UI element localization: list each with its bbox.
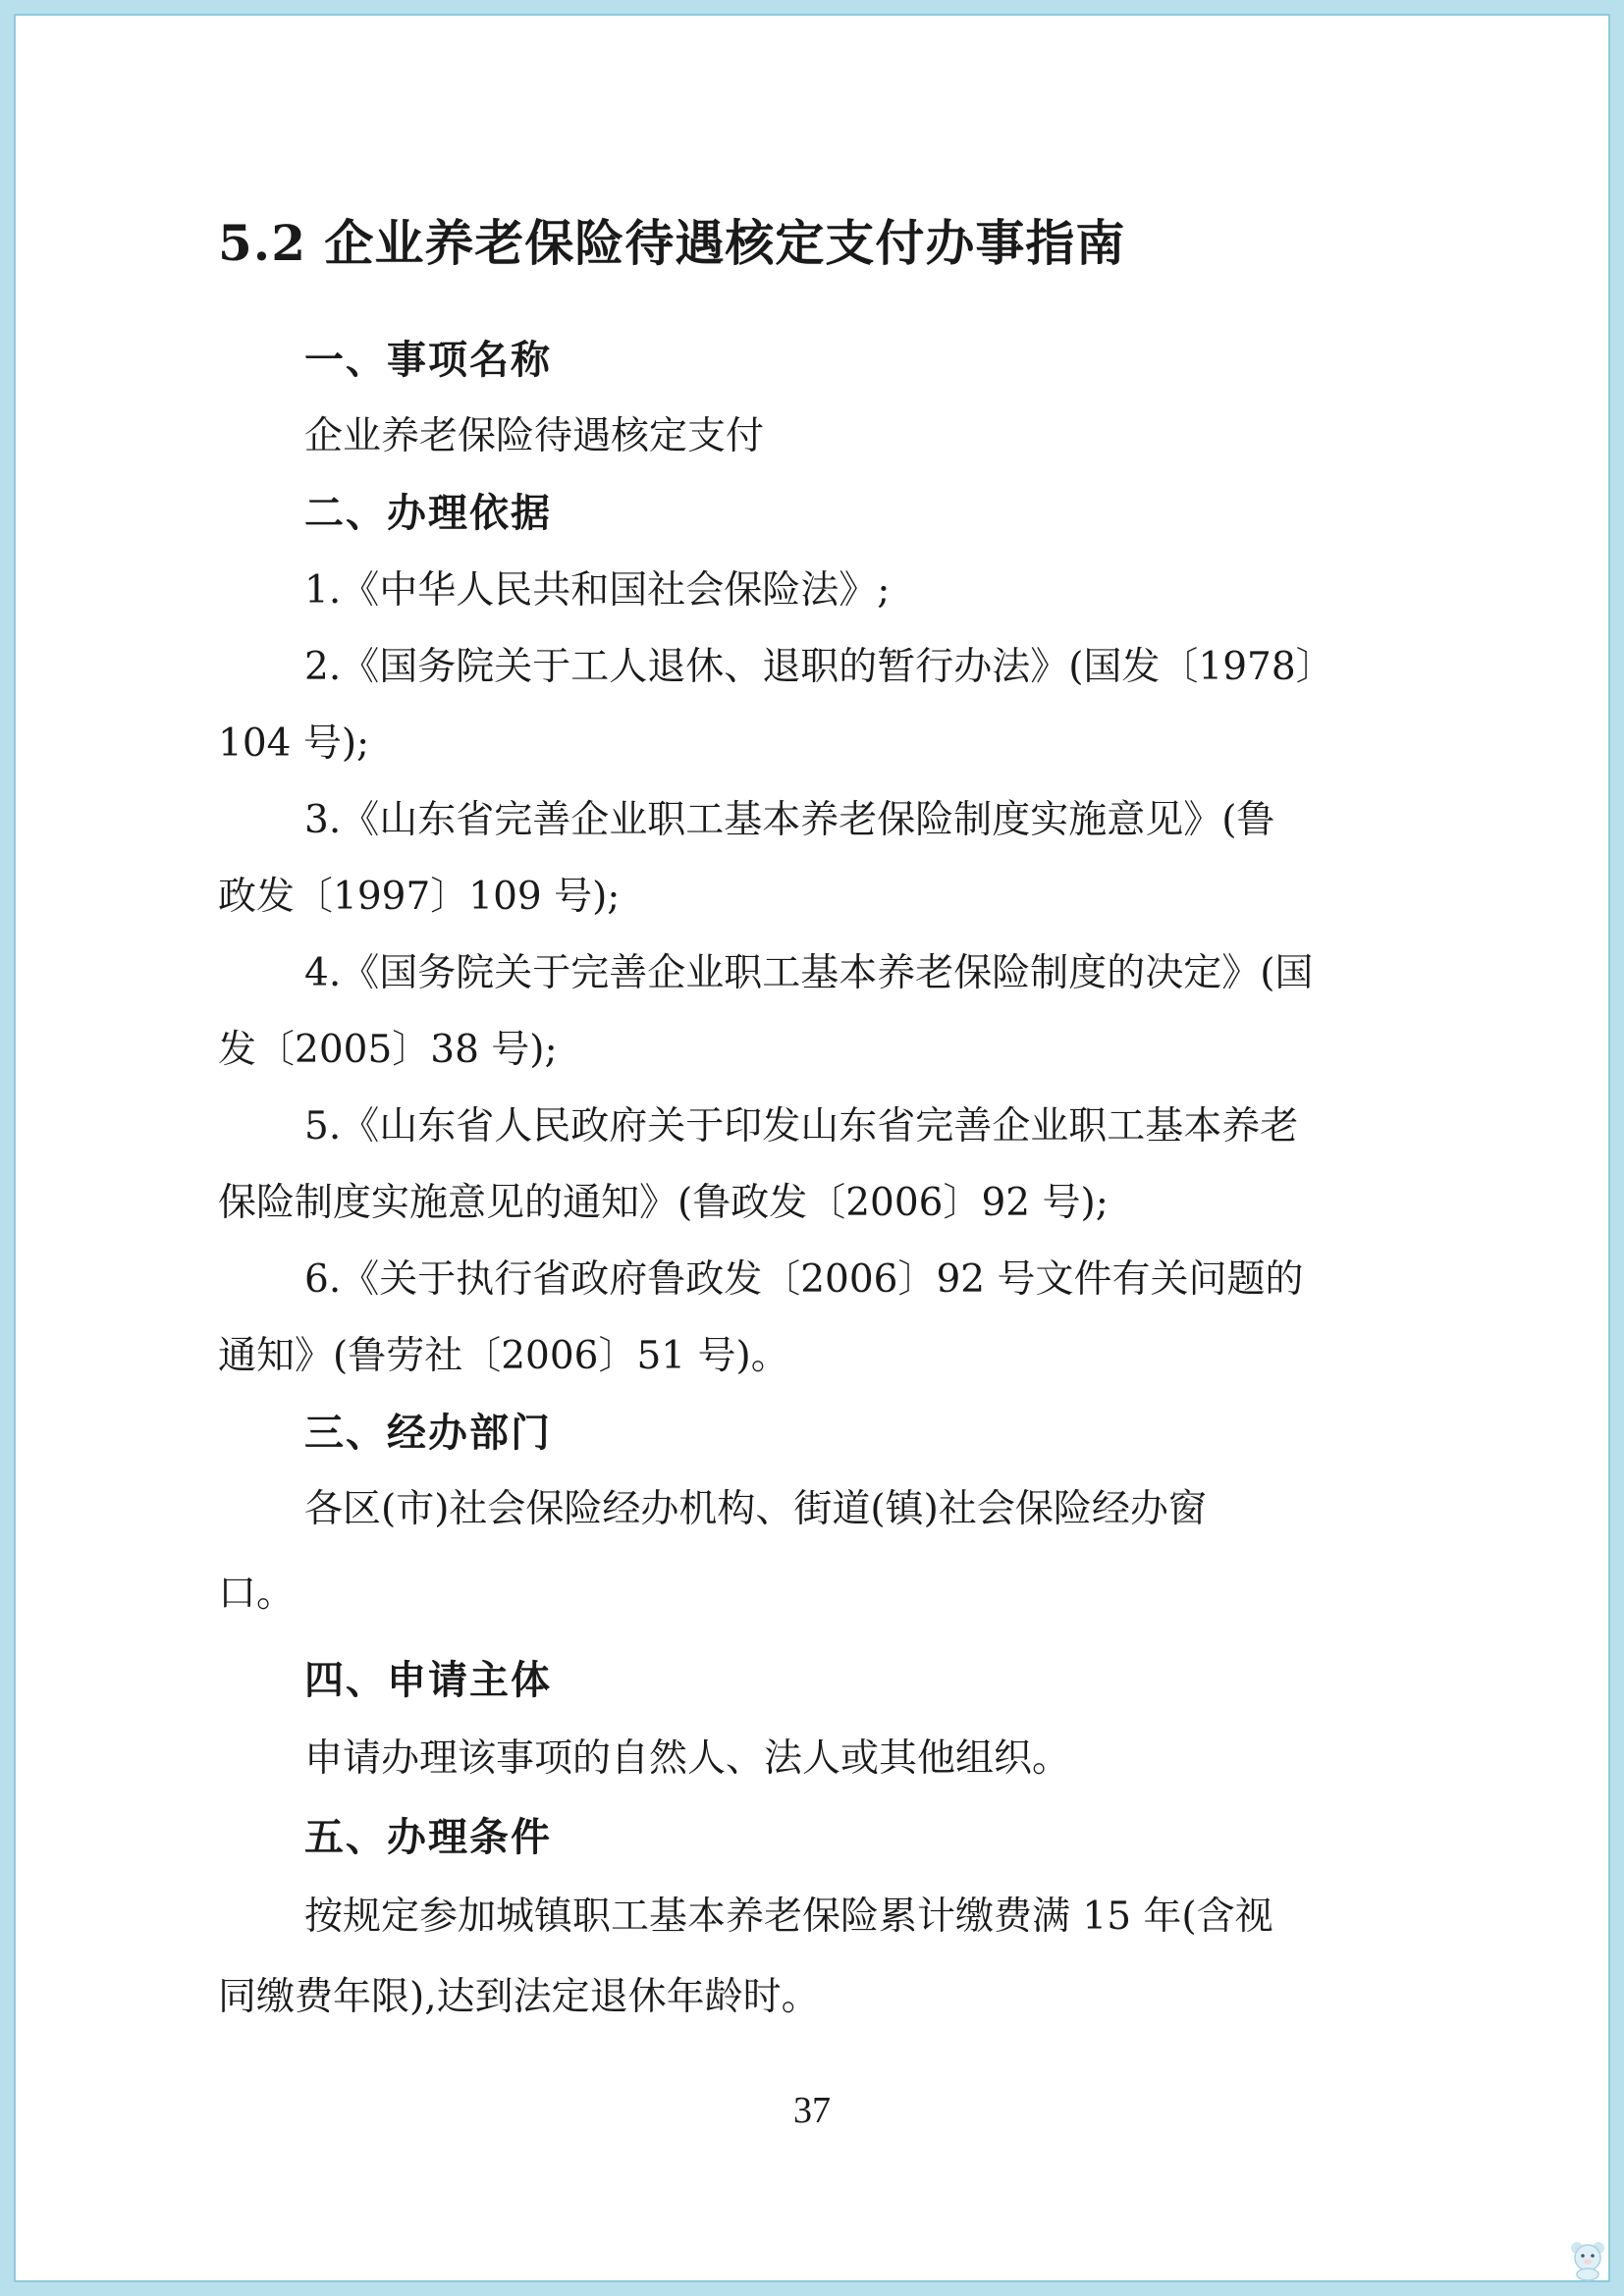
basis-line-2b: 104 号);: [218, 721, 370, 766]
department-line-a: 各区(市)社会保险经办机构、街道(镇)社会保险经办窗: [304, 1487, 1207, 1531]
section-title-conditions: 五、办理条件: [304, 1815, 552, 1860]
condition-line-b: 同缴费年限),达到法定退休年龄时。: [218, 1975, 820, 2019]
basis-line-1: 1.《中华人民共和国社会保险法》;: [304, 568, 891, 613]
applicant-text: 申请办理该事项的自然人、法人或其他组织。: [304, 1736, 1071, 1781]
basis-line-5a: 5.《山东省人民政府关于印发山东省完善企业职工基本养老: [304, 1104, 1299, 1148]
basis-line-4b: 发〔2005〕38 号);: [218, 1028, 558, 1072]
basis-line-6b: 通知》(鲁劳社〔2006〕51 号)。: [218, 1334, 789, 1378]
page-title: 5.2 企业养老保险待遇核定支付办事指南: [218, 214, 1126, 272]
basis-line-3a: 3.《山东省完善企业职工基本养老保险制度实施意见》(鲁: [304, 798, 1275, 842]
page-number: 37: [793, 2090, 831, 2131]
section-title-department: 三、经办部门: [304, 1411, 552, 1456]
basis-line-4a: 4.《国务院关于完善企业职工基本养老保险制度的决定》(国: [304, 951, 1314, 995]
basis-line-2a: 2.《国务院关于工人退休、退职的暂行办法》(国发〔1978〕: [304, 645, 1334, 689]
section-title-applicant: 四、申请主体: [304, 1658, 552, 1703]
condition-line-a: 按规定参加城镇职工基本养老保险累计缴费满 15 年(含视: [304, 1895, 1273, 1939]
basis-line-3b: 政发〔1997〕109 号);: [218, 875, 621, 919]
basis-line-6a: 6.《关于执行省政府鲁政发〔2006〕92 号文件有关问题的: [304, 1257, 1304, 1302]
department-line-b: 口。: [218, 1572, 296, 1616]
item-name-text: 企业养老保险待遇核定支付: [304, 414, 765, 458]
basis-line-5b: 保险制度实施意见的通知》(鲁政发〔2006〕92 号);: [218, 1181, 1109, 1225]
section-title-item-name: 一、事项名称: [304, 338, 552, 383]
section-title-basis: 二、办理依据: [304, 491, 552, 536]
bear-mascot-icon: [1566, 2238, 1609, 2281]
